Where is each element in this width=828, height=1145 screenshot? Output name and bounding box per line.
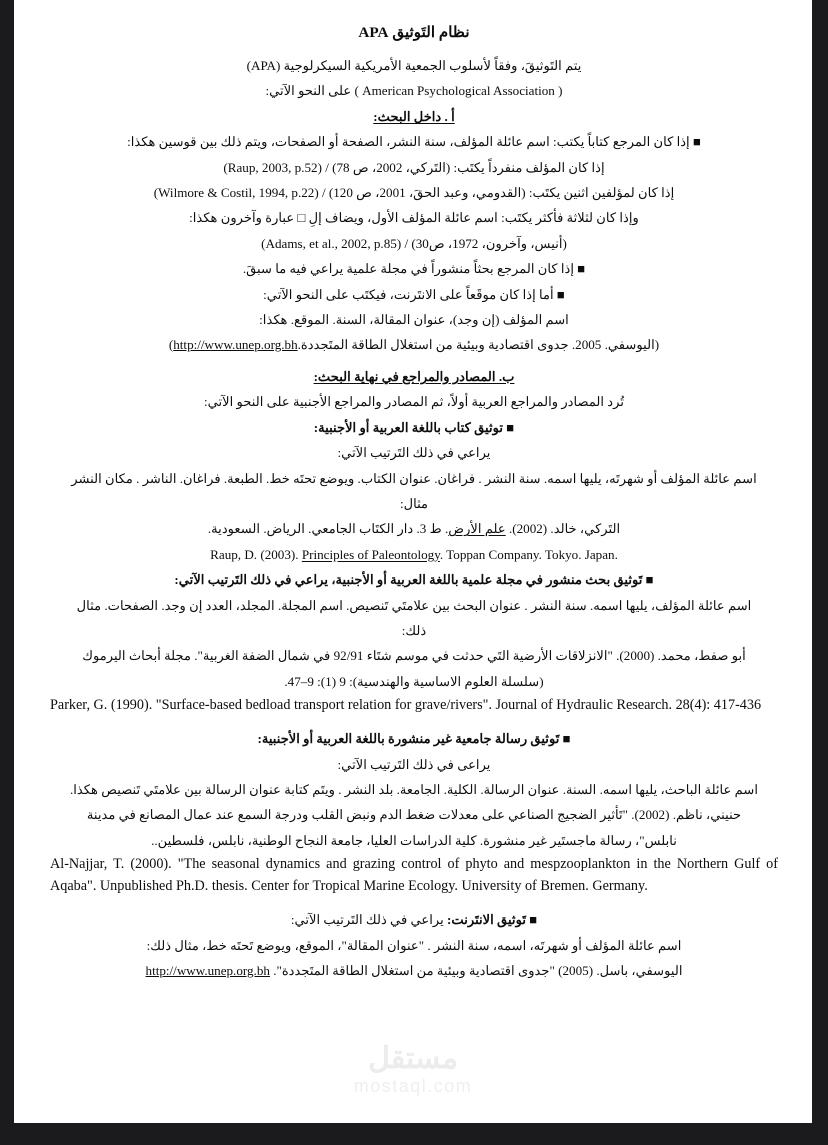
document-page	[14, 0, 812, 1123]
watermark-latin: mostaql.com	[353, 1076, 473, 1096]
section-b-intro: تُرد المصادر والمراجع العربية أولاً، ثم المصادر والمراجع الأجنبية على النحو الآتي:	[203, 394, 625, 410]
section-a-line-8: اسم المؤلف (إن وجد)، عنوان المقالة، السنة. الموقع. هكذا:	[259, 312, 569, 328]
section-a-line-2: إذا كان المؤلف منفرداً يكتَب: (التَركي، 2002، ص 78) / (Raup, 2003, p.52)	[223, 159, 605, 175]
internet-heading-bold: ■ تَوثيق الانتَرنت:	[447, 912, 538, 928]
internet-heading	[50, 907, 778, 932]
book-example-arabic-pre: التَركي، خالد. (2002).	[505, 521, 621, 537]
watermark-arabic: مستقل	[368, 1042, 458, 1075]
internet-pattern: اسم عائلة المؤلف أو شهرتَه، اسمه، سنة النشر . "عنوان المقالة"، الموقع، ويوضع تَحتَه خط، مثال ذلك:	[146, 937, 682, 953]
section-b-heading: ب. المصادر والمراجع في نهاية البحث:	[313, 368, 515, 384]
section-a-line-5: (أنيس، وآخرون، 1972، ص30) / (Adams, et al., 2002, p.85)	[261, 235, 567, 251]
book-heading: ■ توثيق كتاب باللغة العربية أو الأجنبية:	[313, 419, 515, 435]
section-a-line-6: ■ إذا كان المرجع بحثاً منشوراً في مجلة علمية يراعي فيه ما سبقَ.	[242, 261, 586, 277]
intro-line-2: ( American Psychological Association ) على النحو الآتي:	[265, 83, 563, 99]
journal-example-arabic-line-2: (سلسلة العلوم الاساسية والهندسية): 9 (1): 9–47.	[284, 673, 544, 689]
document-content	[50, 18, 778, 983]
section-a-line-1: ■ إذا كان المرجع كتاباً يكتب: اسم عائلة المؤلف، سنة النشر، الصفحة أو الصفحات، ويتم ذلك بين قوسين هكذا:	[127, 134, 701, 150]
section-a-line-3: إذا كان لمؤلفين اثنين يكتَب: (القدومي، وعبد الحقَ، 2001، ص 120) / (Wilmore & Costil, 1994, p.22)	[153, 185, 675, 201]
book-example-english-title: Principles of Paleontology	[301, 546, 440, 562]
section-a-web-example	[50, 332, 778, 357]
internet-example-pre: اليوسفي، باسل. (2005) "جدوى اقتصادية وبيئية من استغلال الطاقة المتَجددة".	[269, 963, 683, 978]
journal-example-arabic-line-1: أبو صفط، محمد. (2000). "الانزلاقات الأرضية التَي حدثت في موسم شتَاء 92/91 في شمال الضفة الغربية". مجلة أبحاث اليرموك	[82, 648, 746, 664]
web-example-text-before: (اليوسفي. 2005. جدوى اقتصادية وبيئية من استغلال الطاقة المتَجددة.	[297, 337, 660, 353]
book-example-arabic	[50, 516, 778, 541]
thesis-heading: ■ تَوثيق رسالة جامعية غير منشورة باللغة العربية أو الأجنبية:	[257, 731, 571, 747]
book-example-english	[50, 542, 778, 567]
book-example-label: مثال:	[399, 495, 429, 511]
unep-link-bottom[interactable]: http://www.unep.org.bh	[145, 963, 270, 978]
thesis-example-arabic-line-2: نابلس"، رسالة ماجستَير غير منشورة. كلية الدراسات العليا، جامعة النجاح الوطنية، نابلس، فلسطين..	[151, 832, 677, 848]
book-example-english-pre: Raup, D. (2003).	[210, 546, 302, 562]
journal-pattern-cont: ذلك:	[401, 622, 427, 638]
section-a-heading: أ . داخل البحث:	[373, 108, 455, 124]
internet-example	[50, 958, 778, 983]
web-example-text-after: )	[168, 337, 174, 353]
thesis-example-english: Al-Najjar, T. (2000). "The seasonal dynamics and grazing control of phyto and mespzooplankton in the Northern Gulf of Aqaba". Unpublished Ph.D. thesis. Center for Tropical Marine Ecology. University of Bremen. Germany.	[50, 856, 778, 895]
internet-heading-rest: يراعي في ذلك التَرتيب الآتي:	[290, 912, 447, 928]
book-order-label: يراعي في ذلك التَرتيب الآتي:	[337, 445, 491, 461]
journal-pattern: اسم عائلة المؤلف، يليها اسمه. سنة النشر . عنوان البحث بين علامتَي تَنصيص. اسم المجلة. المجلد، العدد إن وجد. الصفحات. مثال	[76, 597, 752, 613]
unep-link-top[interactable]: http://www.unep.org.bh	[173, 337, 298, 353]
section-a-line-7: ■ أما إذا كان موقَعاً على الانتَرنت، فيكتَب على النحو الآتي:	[263, 286, 565, 302]
watermark	[14, 1043, 812, 1097]
thesis-order-label: يراعى في ذلك التَرتيب الآتي:	[337, 756, 491, 772]
book-example-english-post: . Toppan Company. Tokyo. Japan.	[439, 546, 618, 562]
intro-line-1: يتم التَوثيقَ، وفقاً لأسلوب الجمعية الأمريكية السيكرلوجية (APA)	[246, 58, 582, 73]
journal-example-english: Parker, G. (1990). "Surface-based bedload transport relation for grave/rivers". Journal of Hydraulic Research. 28(4): 417-436	[50, 697, 762, 714]
thesis-example-arabic-line-1: حنيني، ناظم. (2002). "تَأثير الضجيج الصناعي على معدلات ضغط الدم ونبض القلب ودرجة السمع عند عمال المصانع في مدينة	[86, 807, 742, 823]
book-example-arabic-title: علم الأرض	[448, 521, 506, 537]
book-example-arabic-post: . ط 3. دار الكتَاب الجامعي. الرياض. السعودية.	[207, 521, 449, 537]
journal-heading: ■ تَوثيق بحث منشور في مجلة علمية باللغة العربية أو الأجنبية، يراعي في ذلك التَرتيب الآتي:	[174, 572, 654, 588]
section-a-line-4: وإذا كان لثلاثة فأكثر يكتَب: اسم عائلة المؤلف الأول، ويضاف إلِ □ عبارة وآخرون هكذا:	[189, 210, 639, 226]
page-title: نظام التَوثيق APA	[358, 24, 470, 41]
thesis-pattern: اسم عائلة الباحث، يليها اسمه. السنة. عنوان الرسالة. الكلية. الجامعة. بلد النشر . ويتَم كتابة عنوان الرسالة بين علامتَي تَنصيص هكذا.	[70, 781, 758, 797]
book-pattern: اسم عائلة المؤلف أو شهرتَه، يليها اسمه. سنة النشر . فراغان. عنوان الكتاب. ويوضع تحتَه خط. الطبعة. فراغان. الناشر . مكان النشر	[71, 470, 757, 486]
